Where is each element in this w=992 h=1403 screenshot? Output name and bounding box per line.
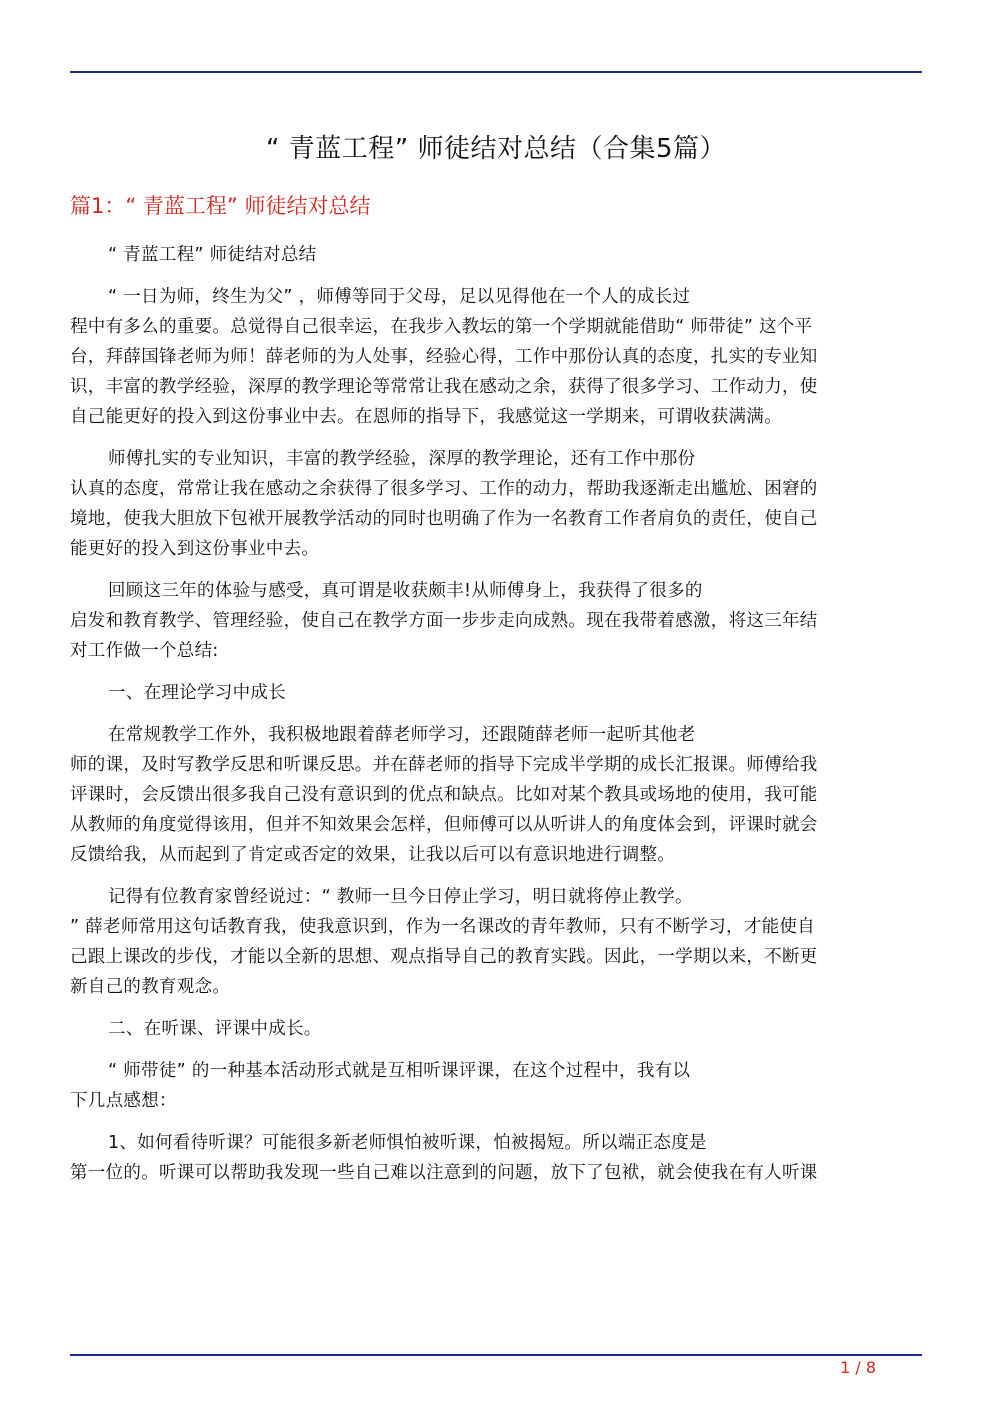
paragraph [70, 882, 912, 1002]
paragraph-line: ” 薛老师常用这句话教育我，使我意识到，作为一名课改的青年教师，只有不断学习，才能使自 [70, 917, 816, 937]
footer-rule [70, 1354, 922, 1356]
paragraph-line: 识，丰富的教学经验，深厚的教学理论等常常让我在感动之余，获得了很多学习、工作动力，使 [70, 377, 818, 397]
page-indicator: 1 / 8 [840, 1358, 876, 1377]
paragraph-line: 台，拜薛国锋老师为师！薛老师的为人处事，经验心得，工作中那份认真的态度，扎实的专业知 [70, 347, 818, 367]
header-rule [70, 71, 922, 73]
paragraph-line: 自己能更好的投入到这份事业中去。在恩师的指导下，我感觉这一学期来，可谓收获满满。 [70, 407, 782, 427]
paragraph [70, 720, 912, 870]
paragraph-line: 回顾这三年的体验与感受，真可谓是收获颇丰!从师傅身上，我获得了很多的 [108, 581, 703, 601]
paragraph [70, 444, 912, 564]
paragraph [70, 1128, 912, 1188]
paragraph-line: 启发和教育教学、管理经验，使自己在教学方面一步步走向成熟。现在我带着感激，将这三年结 [70, 611, 818, 631]
paragraph-line: 境地，使我大胆放下包袱开展教学活动的同时也明确了作为一名教育工作者肩负的责任，使自己 [70, 509, 818, 529]
document-title: “ 青蓝工程” 师徒结对总结（合集5篇） [265, 134, 726, 164]
paragraph [70, 1056, 912, 1116]
paragraph-line: 评课时，会反馈出很多我自己没有意识到的优点和缺点。比如对某个教具或场地的使用，我可能 [70, 785, 818, 805]
paragraph-line: “ 一日为师，终生为父” ，师傅等同于父母，足以见得他在一个人的成长过 [108, 287, 691, 307]
paragraph-line: 1、如何看待听课？可能很多新老师惧怕被听课，怕被揭短。所以端正态度是 [108, 1133, 707, 1153]
paragraph [70, 678, 912, 708]
paragraph-line: 记得有位教育家曾经说过：“ 教师一旦今日停止学习，明日就将停止教学。 [108, 887, 693, 907]
paragraph [70, 240, 912, 270]
document-body [70, 240, 912, 1200]
paragraph-line: 在常规教学工作外，我积极地跟着薛老师学习，还跟随薛老师一起听其他老 [108, 725, 696, 745]
paragraph-line: 认真的态度，常常让我在感动之余获得了很多学习、工作的动力，帮助我逐渐走出尴尬、困窘的 [70, 479, 818, 499]
paragraph-line: 对工作做一个总结: [70, 641, 219, 661]
paragraph-line: 第一位的。听课可以帮助我发现一些自己难以注意到的问题，放下了包袱，就会使我在有人听课 [70, 1163, 818, 1183]
paragraph-line: 己跟上课改的步伐，才能以全新的思想、观点指导自己的教育实践。因此，一学期以来，不断更 [70, 947, 818, 967]
paragraph-line: 师的课，及时写教学反思和听课反思。并在薛老师的指导下完成半学期的成长汇报课。师傅给我 [70, 755, 818, 775]
paragraph [70, 1014, 912, 1044]
paragraph-line: 新自己的教育观念。 [70, 977, 231, 997]
paragraph [70, 282, 912, 432]
paragraph [70, 576, 912, 666]
paragraph-line: 能更好的投入到这份事业中去。 [70, 539, 320, 559]
paragraph-line: 反馈给我，从而起到了肯定或否定的效果，让我以后可以有意识地进行调整。 [70, 845, 676, 865]
paragraph-line: 师傅扎实的专业知识，丰富的教学经验，深厚的教学理论，还有工作中那份 [108, 449, 696, 469]
section-heading: 篇1：“ 青蓝工程” 师徒结对总结 [70, 194, 371, 218]
paragraph-line: 二、在听课、评课中成长。 [108, 1019, 322, 1039]
paragraph-line: 从教师的角度觉得该用，但并不知效果会怎样，但师傅可以从听讲人的角度体会到，评课时就会 [70, 815, 818, 835]
paragraph-line: 下几点感想： [70, 1091, 177, 1111]
paragraph-line: “ 青蓝工程” 师徒结对总结 [108, 245, 317, 265]
paragraph-line: 一、在理论学习中成长 [108, 683, 286, 703]
paragraph-line: 程中有多么的重要。总觉得自己很幸运，在我步入教坛的第一个学期就能借助“ 师带徒” 这个平 [70, 317, 813, 337]
paragraph-line: “ 师带徒” 的一种基本活动形式就是互相听课评课，在这个过程中，我有以 [108, 1061, 691, 1081]
